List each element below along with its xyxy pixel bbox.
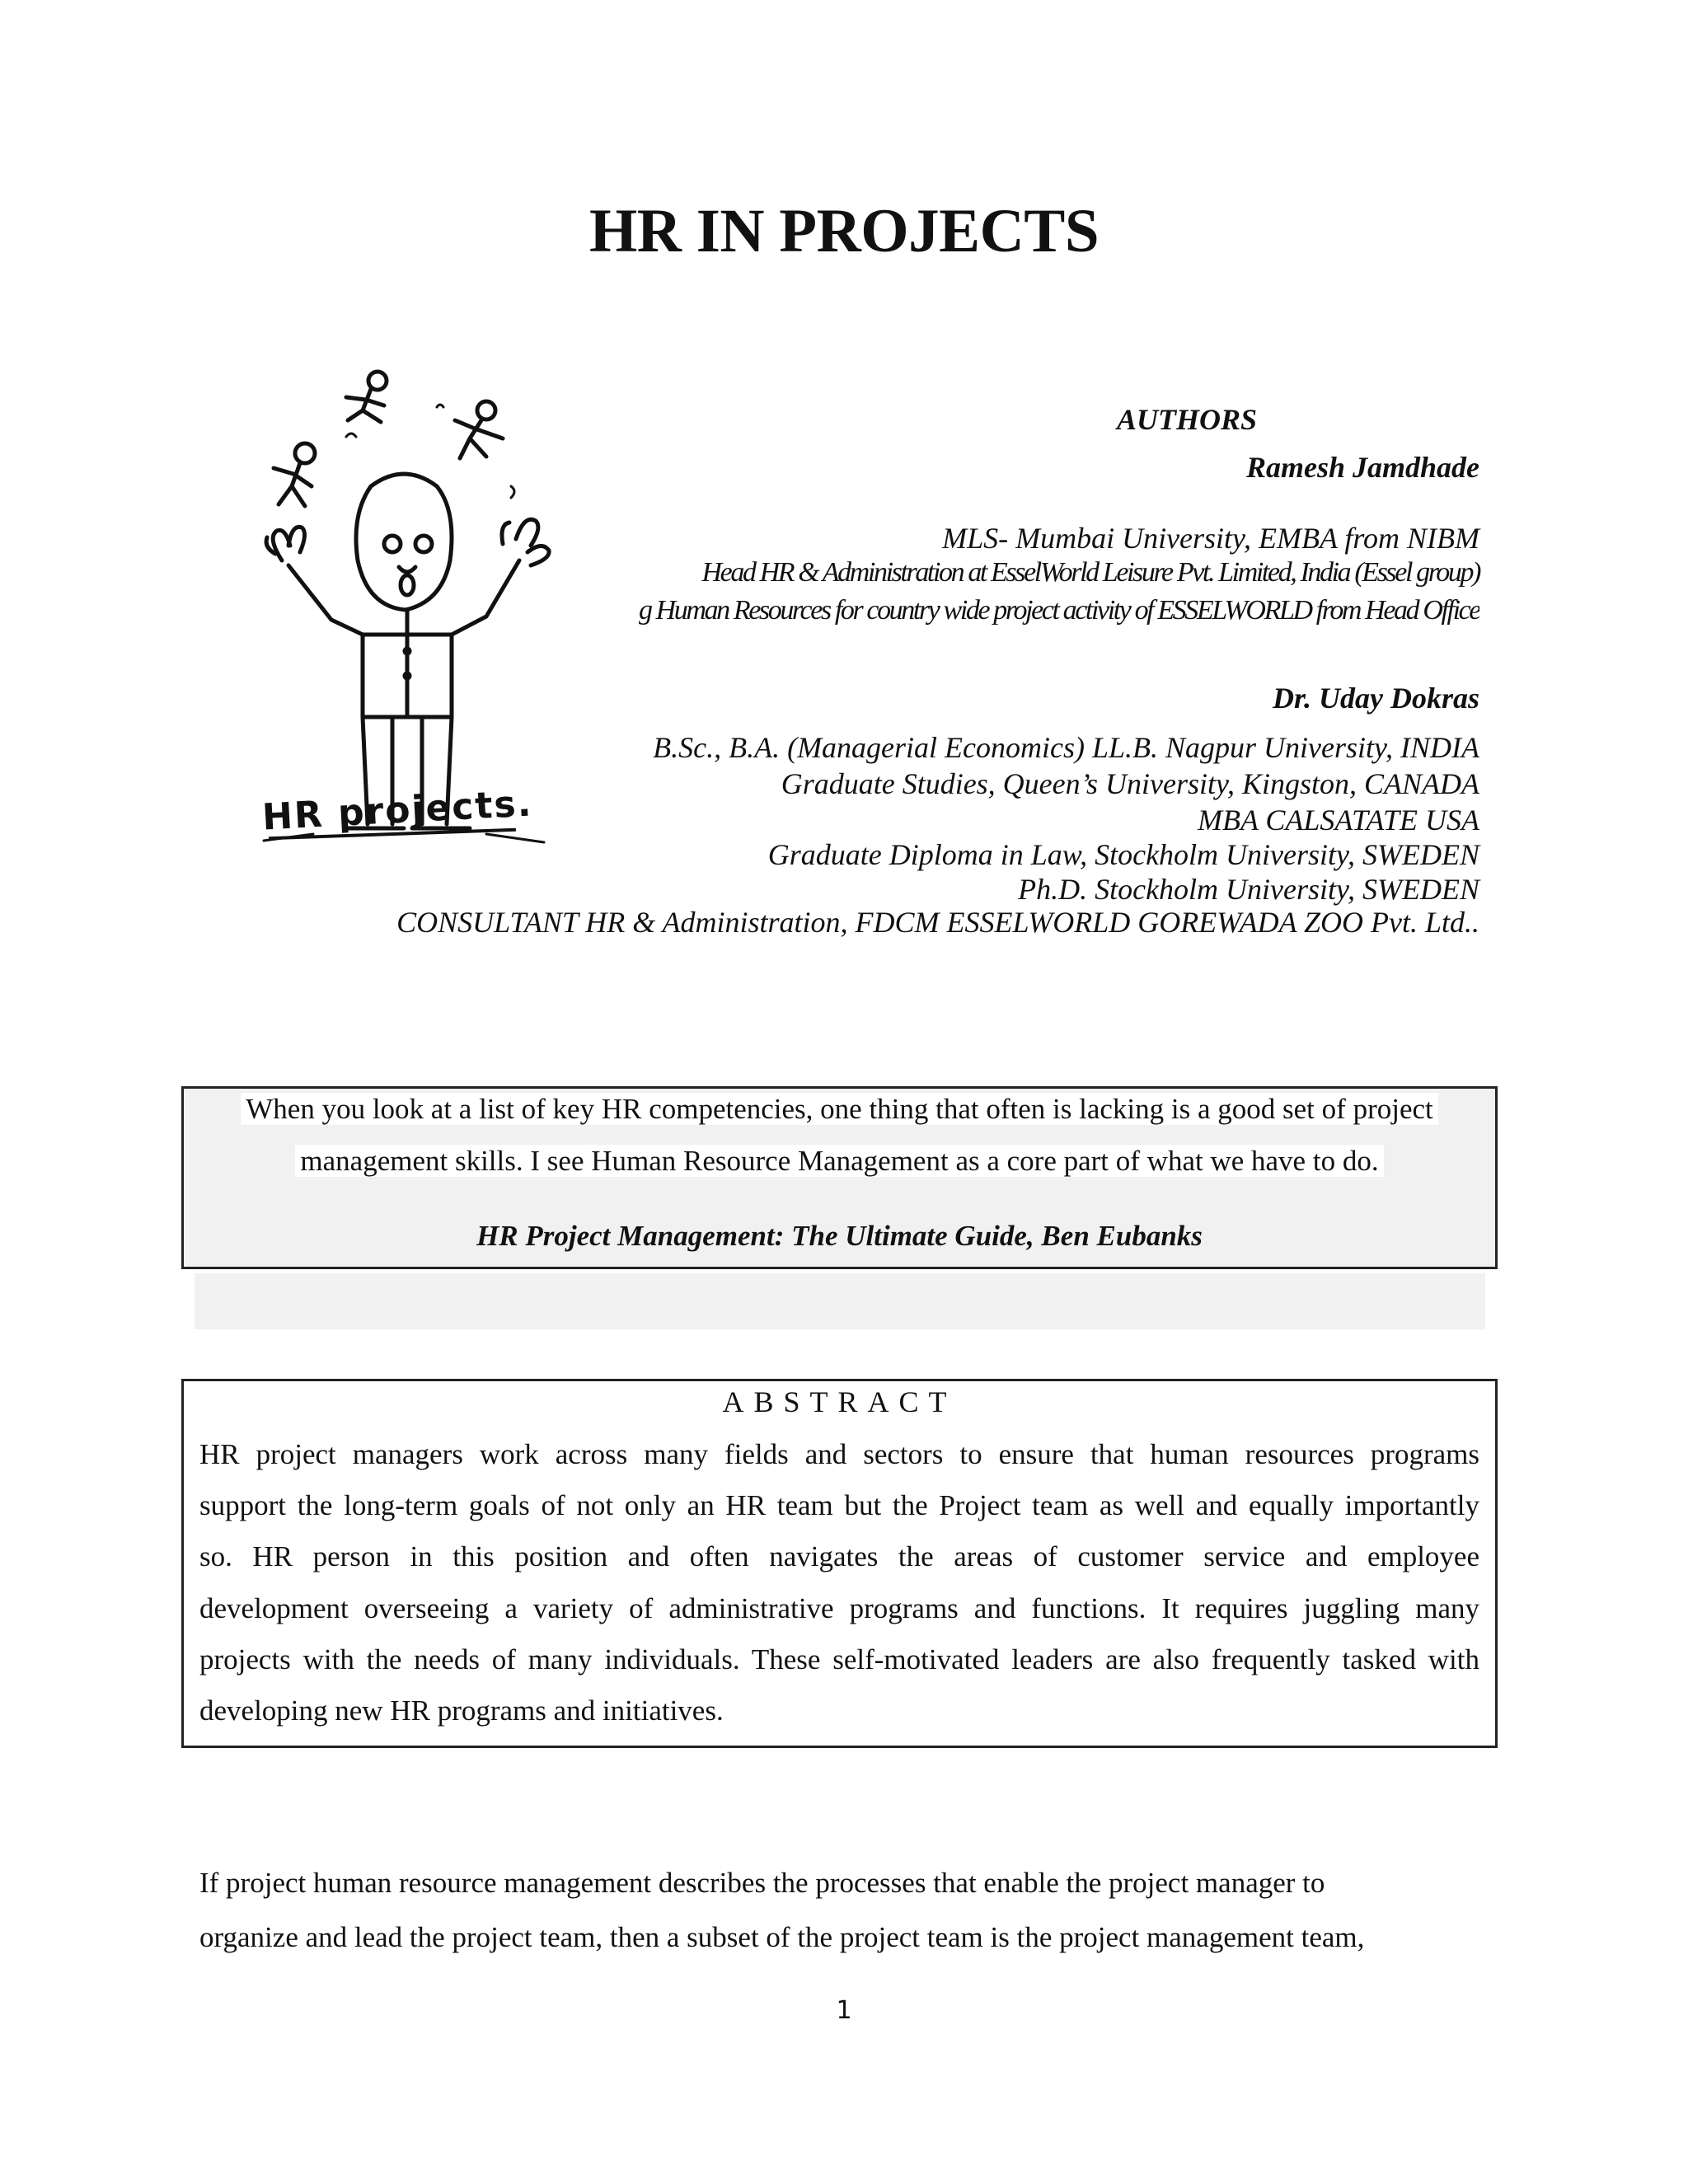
abstract-line: developing new HR programs and initiatives.	[199, 1694, 724, 1727]
flying-figure-top-icon	[346, 372, 387, 437]
authors-heading: AUTHORS	[1116, 403, 1257, 436]
abstract-line: development overseeing a variety of administrative programs and functions. It requires juggling many	[199, 1592, 1479, 1624]
author2-credential: Ph.D. Stockholm University, SWEDEN	[1018, 873, 1479, 906]
quote-box-shadow	[195, 1273, 1485, 1329]
flying-figure-right-icon	[437, 401, 514, 498]
illustration-caption: HR projects.	[260, 782, 534, 839]
author2-credential: CONSULTANT HR & Administration, FDCM ESSELWORLD GOREWADA ZOO Pvt. Ltd..	[396, 906, 1479, 939]
page-number: 1	[836, 1996, 852, 2025]
abstract-line: support the long-term goals of not only an HR team but the Project team as well and equally importantly	[199, 1489, 1479, 1521]
abstract-line: so. HR person in this position and often navigates the areas of customer service and employee	[199, 1540, 1479, 1572]
quote-source: HR Project Management: The Ultimate Guide, Ben Eubanks	[476, 1220, 1203, 1252]
abstract-line: HR project managers work across many fields and sectors to ensure that human resources programs	[199, 1438, 1479, 1470]
author2-name: Dr. Uday Dokras	[1272, 682, 1479, 715]
author1-credential: Head HR & Administration at EsselWorld Leisure Pvt. Limited, India (Essel group)	[701, 557, 1479, 588]
author1-credential: MLS- Mumbai University, EMBA from NIBM	[942, 522, 1479, 555]
author1-credential: g Human Resources for country wide project activity of ESSELWORLD from Head Office	[638, 595, 1479, 626]
body-paragraph-line: If project human resource management describes the processes that enable the project manager to	[199, 1867, 1325, 1899]
body-paragraph-line: organize and lead the project team, then a subset of the project team is the project management team,	[199, 1921, 1365, 1953]
abstract-heading: ABSTRACT	[722, 1385, 957, 1418]
author2-credential: MBA CALSATATE USA	[1198, 804, 1479, 837]
page-title: HR IN PROJECTS	[588, 197, 1100, 265]
author2-credential: Graduate Studies, Queen’s University, Kingston, CANADA	[781, 767, 1479, 800]
quote-line: management skills. I see Human Resource Management as a core part of what we have to do.	[181, 1145, 1498, 1178]
author1-name: Ramesh Jamdhade	[1245, 451, 1479, 484]
flying-figure-left-icon	[274, 443, 315, 506]
author2-credential: B.Sc., B.A. (Managerial Economics) LL.B. Nagpur University, INDIA	[653, 731, 1479, 764]
abstract-line: projects with the needs of many individuals. These self-motivated leaders are also frequently tasked with	[199, 1643, 1479, 1675]
author2-credential: Graduate Diploma in Law, Stockholm University, SWEDEN	[767, 838, 1479, 871]
quote-line: When you look at a list of key HR competencies, one thing that often is lacking is a good set of project	[181, 1093, 1498, 1126]
